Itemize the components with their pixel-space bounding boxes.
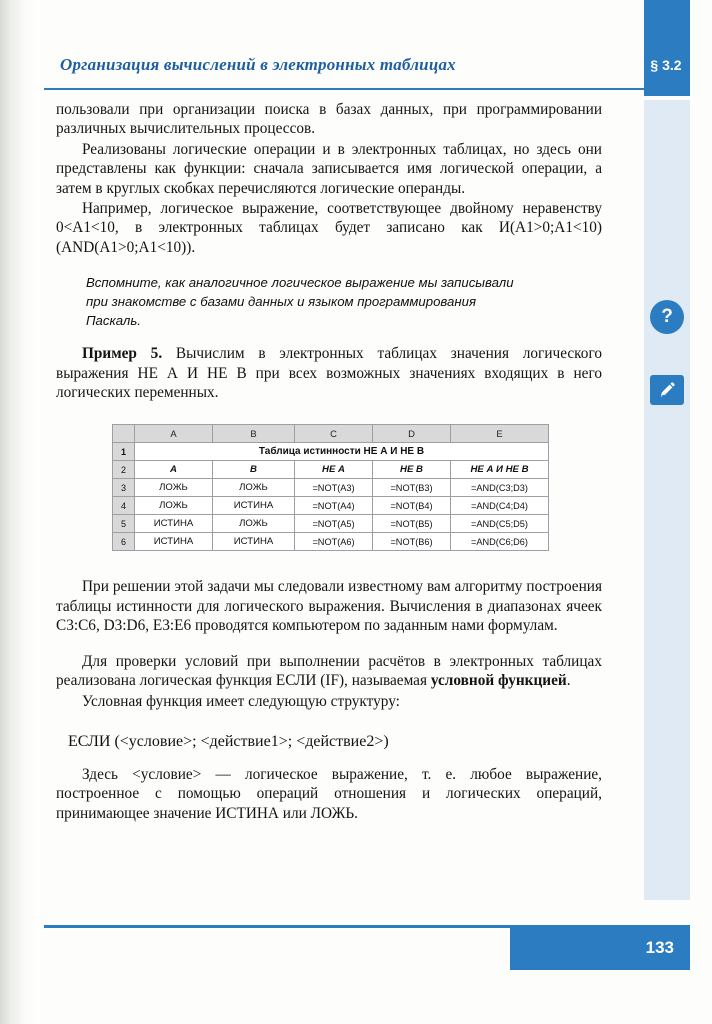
cell-a6: ИСТИНА [135, 533, 213, 551]
cell-d3: =NOT(B3) [373, 479, 451, 497]
paragraph-6: Условная функция имеет следующую структуру: [82, 692, 400, 710]
row-header-3: 3 [113, 479, 135, 497]
cell-d5: =NOT(B5) [373, 515, 451, 533]
paragraph-5-part2: . [566, 672, 571, 690]
cell-c2: НЕ А [295, 461, 373, 479]
column-header-b: B [213, 425, 295, 443]
cell-d6: =NOT(B6) [373, 533, 451, 551]
column-header-row [113, 425, 549, 443]
paragraph-2: Реализованы логические операции и в электронных таблицах, но здесь они представлены как функции: сначала записывается имя логической операции, а затем в круглых скобках перечисляются логические операнды. [56, 140, 602, 197]
page-content [56, 100, 602, 824]
column-header-a: A [135, 425, 213, 443]
example-text: Вычислим в электронных таблицах значения логического выражения НЕ А И НЕ В при всех возможных значениях входящих в него логических переменных. [56, 345, 603, 402]
cell-a2: А [135, 461, 213, 479]
paragraph-4: При решении этой задачи мы следовали известному вам алгоритму построения таблицы истинности для логического выражения. Вычисления в диапазонах ячеек C3:C6, D3:D6, E3:E6 проводятся компьютером по заданным нами формулам. [56, 578, 602, 635]
table-row [113, 479, 549, 497]
paragraph-3: Например, логическое выражение, соответствующее двойному неравенству 0<A1<10, в электронных таблицах будет записано как И(A1>0;A1<10) (AND(A1>0;A1<10)). [56, 200, 602, 256]
conditional-function-term: условной функцией [430, 672, 567, 690]
truth-table-spreadsheet [112, 424, 549, 551]
sheet-corner [113, 425, 135, 443]
section-number: § 3.2 [650, 57, 682, 73]
paragraph-5 [56, 652, 602, 691]
page-binding-gradient [26, 0, 40, 1024]
column-header-c: C [295, 425, 373, 443]
recall-note: Вспомните, как аналогичное логическое выражение мы записывали при знакомстве с базами данных и языком программирования Паскаль. [86, 275, 514, 329]
table-row [113, 533, 549, 551]
conditional-function-formula: ЕСЛИ (<условие>; <действие1>; <действие2>) [68, 732, 389, 750]
cell-a5: ИСТИНА [135, 515, 213, 533]
cell-b4: ИСТИНА [213, 497, 295, 515]
table-row [113, 443, 549, 461]
page-binding-shadow [0, 0, 26, 1024]
spreadsheet-figure [112, 424, 548, 551]
cell-c3: =NOT(A3) [295, 479, 373, 497]
right-margin-panel [644, 100, 690, 900]
cell-b2: В [213, 461, 295, 479]
cell-e2: НЕ А И НЕ В [451, 461, 549, 479]
cell-c5: =NOT(A5) [295, 515, 373, 533]
page-number: 133 [645, 938, 674, 957]
row-header-4: 4 [113, 497, 135, 515]
cell-e3: =AND(C3;D3) [451, 479, 549, 497]
cell-a3: ЛОЖЬ [135, 479, 213, 497]
cell-e4: =AND(C4;D4) [451, 497, 549, 515]
page-title: Организация вычислений в электронных таблицах [60, 55, 456, 74]
table-row [113, 461, 549, 479]
row-header-1: 1 [113, 443, 135, 461]
table-title-cell: Таблица истинности НЕ А И НЕ В [135, 443, 549, 461]
question-icon: ? [650, 300, 684, 334]
row-header-6: 6 [113, 533, 135, 551]
cell-c6: =NOT(A6) [295, 533, 373, 551]
row-header-5: 5 [113, 515, 135, 533]
cell-b5: ЛОЖЬ [213, 515, 295, 533]
header-rule [44, 88, 690, 90]
cell-b3: ЛОЖЬ [213, 479, 295, 497]
table-row [113, 515, 549, 533]
pencil-icon [650, 375, 684, 405]
row-header-2: 2 [113, 461, 135, 479]
example-paragraph [56, 344, 602, 402]
cell-c4: =NOT(A4) [295, 497, 373, 515]
paragraph-5-part1: Для проверки условий при выполнении расчётов в электронных таблицах реализована логическая функция ЕСЛИ (IF), называемая [56, 652, 602, 690]
cell-e6: =AND(C6;D6) [451, 533, 549, 551]
header-accent-block [644, 0, 690, 96]
cell-d4: =NOT(B4) [373, 497, 451, 515]
example-label: Пример 5. [82, 345, 163, 363]
cell-e5: =AND(C5;D5) [451, 515, 549, 533]
cell-b6: ИСТИНА [213, 533, 295, 551]
table-row [113, 497, 549, 515]
column-header-d: D [373, 425, 451, 443]
paragraph-7: Здесь <условие> — логическое выражение, т. е. любое выражение, построенное с помощью операций отношения и логических операций, принимающее значение ИСТИНА или ЛОЖЬ. [56, 765, 602, 822]
column-header-e: E [451, 425, 549, 443]
cell-d2: НЕ В [373, 461, 451, 479]
paragraph-1: пользовали при организации поиска в базах данных, при программировании различных вычислительных процессов. [56, 101, 602, 138]
cell-a4: ЛОЖЬ [135, 497, 213, 515]
